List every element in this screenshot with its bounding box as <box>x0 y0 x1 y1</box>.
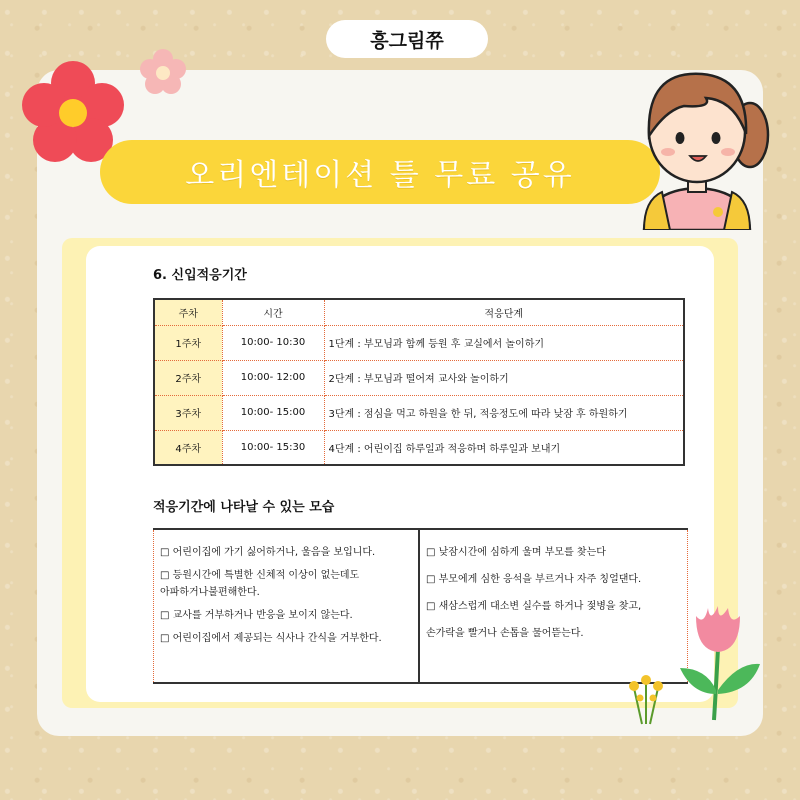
table-row <box>154 395 684 430</box>
checklist-item-continued: 손가락을 빨거나 손톱을 물어뜯는다. <box>426 628 584 639</box>
pink-flower-icon <box>138 48 188 94</box>
checklist-item: □ 등원시간에 특별한 신체적 이상이 없는데도 <box>160 570 360 581</box>
section-heading-adaptation: 6. 신입적응기간 <box>153 268 247 283</box>
column-header-week: 주차 <box>154 299 222 325</box>
time-cell: 10:00- 10:30 <box>222 325 324 360</box>
checklist-item: □ 어린이집에서 제공되는 식사나 간식을 거부한다. <box>160 633 382 644</box>
stage-cell: 2단계 : 부모님과 떨어져 교사와 놀이하기 <box>324 360 684 395</box>
column-header-time: 시간 <box>222 299 324 325</box>
week-cell: 1주차 <box>154 325 222 360</box>
adaptation-schedule-table <box>153 298 685 466</box>
table-row <box>154 360 684 395</box>
girl-character-icon <box>622 40 772 230</box>
time-cell: 10:00- 12:00 <box>222 360 324 395</box>
checklist-right-column <box>420 530 688 682</box>
stage-cell: 4단계 : 어린이집 하루일과 적응하며 하루일과 보내기 <box>324 430 684 465</box>
column-header-stage: 적응단계 <box>324 299 684 325</box>
table-header-row <box>154 299 684 325</box>
section-heading-behaviors: 적응기간에 나타날 수 있는 모습 <box>153 500 335 515</box>
checklist-item: □ 낮잠시간에 심하게 울며 부모를 찾는다 <box>426 547 606 558</box>
time-cell: 10:00- 15:30 <box>222 430 324 465</box>
behavior-checklist-box <box>153 528 688 684</box>
page-title: 오리엔테이션 틀 무료 공유 <box>185 158 575 193</box>
checklist-item-continued: 아파하거나불편해한다. <box>160 587 260 598</box>
week-cell: 2주차 <box>154 360 222 395</box>
tulip-icon <box>672 598 764 722</box>
checklist-item: □ 교사를 거부하거나 반응을 보이지 않는다. <box>160 610 353 621</box>
week-cell: 4주차 <box>154 430 222 465</box>
title-banner <box>100 140 660 204</box>
checklist-item: □ 어린이집에 가기 싫어하거나, 울음을 보입니다. <box>160 547 376 558</box>
checklist-item: □ 부모에게 심한 응석을 부르거나 자주 칭얼댄다. <box>426 574 642 585</box>
stage-cell: 1단계 : 부모님과 함께 등원 후 교실에서 놀이하기 <box>324 325 684 360</box>
brand-label: 흥그림쮸 <box>326 20 488 58</box>
checklist-item: □ 새삼스럽게 대소변 실수를 하거나 젖병을 찾고, <box>426 601 642 612</box>
time-cell: 10:00- 15:00 <box>222 395 324 430</box>
week-cell: 3주차 <box>154 395 222 430</box>
table-row <box>154 325 684 360</box>
small-yellow-flowers-icon <box>624 672 668 726</box>
checklist-left-column <box>153 530 420 682</box>
stage-cell: 3단계 : 점심을 먹고 하원을 한 뒤, 적응정도에 따라 낮잠 후 하원하기 <box>324 395 684 430</box>
table-row <box>154 430 684 465</box>
